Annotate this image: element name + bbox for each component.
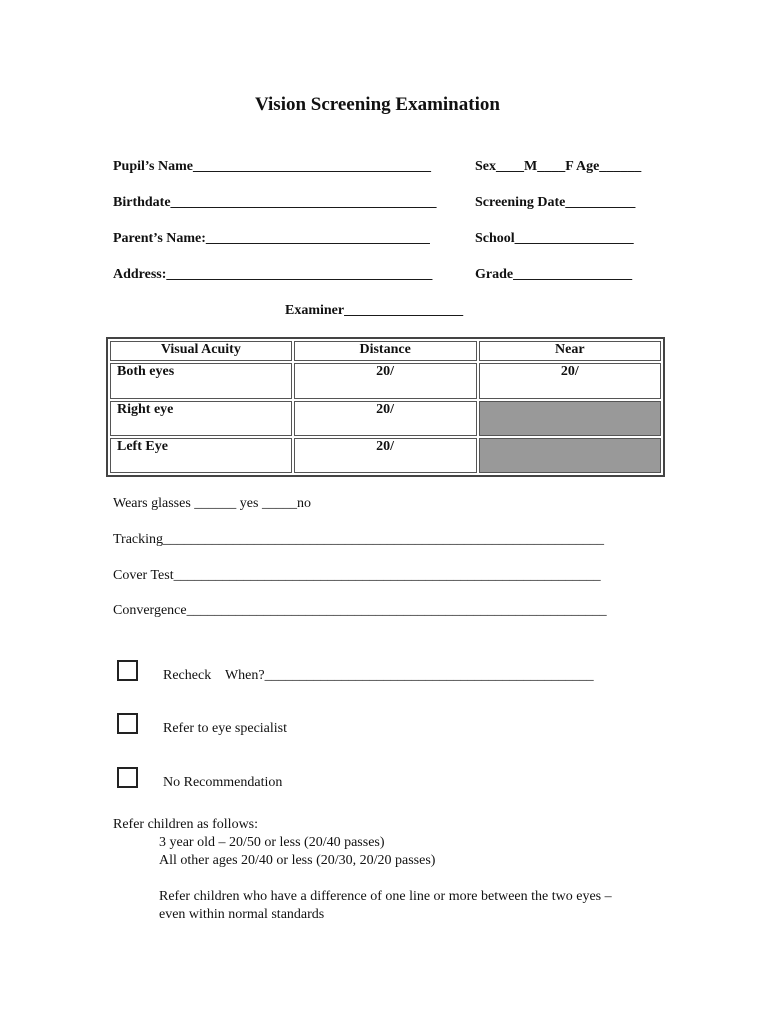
referral-rule-difference: Refer children who have a difference of one line or more between the two eyes –: [159, 889, 612, 904]
right-eye-near-shaded: [479, 401, 661, 436]
address-field[interactable]: Address:______________________________________: [113, 267, 433, 282]
tracking-field[interactable]: Tracking_______________________________________________________________: [113, 532, 605, 547]
refer-specialist-checkbox[interactable]: [117, 713, 138, 734]
table-row: [110, 363, 661, 399]
table-row: [110, 438, 661, 473]
row-label-left-eye: Left Eye: [110, 438, 292, 473]
left-eye-distance[interactable]: 20/: [294, 438, 477, 473]
table-header-row: [110, 341, 661, 361]
recheck-checkbox[interactable]: [117, 660, 138, 681]
referral-heading: Refer children as follows:: [113, 817, 259, 832]
pupil-name-field[interactable]: Pupil’s Name__________________________________: [113, 159, 431, 174]
referral-rule-toddler: 3 year old – 20/50 or less (20/40 passes): [159, 835, 385, 850]
cover-test-field[interactable]: Cover Test_____________________________________________________________: [113, 568, 601, 583]
right-eye-distance[interactable]: 20/: [294, 401, 477, 436]
grade-field[interactable]: Grade_________________: [475, 267, 633, 282]
no-recommendation-checkbox[interactable]: [117, 767, 138, 788]
both-eyes-near[interactable]: 20/: [479, 363, 661, 399]
examiner-field[interactable]: Examiner_________________: [285, 303, 464, 318]
recheck-label: Recheck When?_______________________________________________: [163, 668, 594, 683]
header-visual-acuity: Visual Acuity: [110, 341, 292, 361]
referral-rule-difference-cont: even within normal standards: [159, 907, 325, 922]
sex-age-field[interactable]: Sex____M____F Age______: [475, 159, 642, 174]
table-row: [110, 401, 661, 436]
visual-acuity-table: [106, 337, 665, 477]
screening-date-field[interactable]: Screening Date__________: [475, 195, 636, 210]
left-eye-near-shaded: [479, 438, 661, 473]
referral-rule-other-ages: All other ages 20/40 or less (20/30, 20/20 passes): [159, 853, 436, 868]
birthdate-field[interactable]: Birthdate______________________________________: [113, 195, 437, 210]
both-eyes-distance[interactable]: 20/: [294, 363, 477, 399]
parent-name-field[interactable]: Parent’s Name:________________________________: [113, 231, 430, 246]
no-recommendation-label: No Recommendation: [163, 775, 283, 790]
convergence-field[interactable]: Convergence____________________________________________________________: [113, 603, 607, 618]
page-title: Vision Screening Examination: [255, 94, 500, 115]
row-label-both-eyes: Both eyes: [110, 363, 292, 399]
row-label-right-eye: Right eye: [110, 401, 292, 436]
wears-glasses-field[interactable]: Wears glasses ______ yes _____no: [113, 496, 311, 511]
school-field[interactable]: School_________________: [475, 231, 634, 246]
header-distance: Distance: [294, 341, 477, 361]
header-near: Near: [479, 341, 661, 361]
refer-specialist-label: Refer to eye specialist: [163, 721, 288, 736]
